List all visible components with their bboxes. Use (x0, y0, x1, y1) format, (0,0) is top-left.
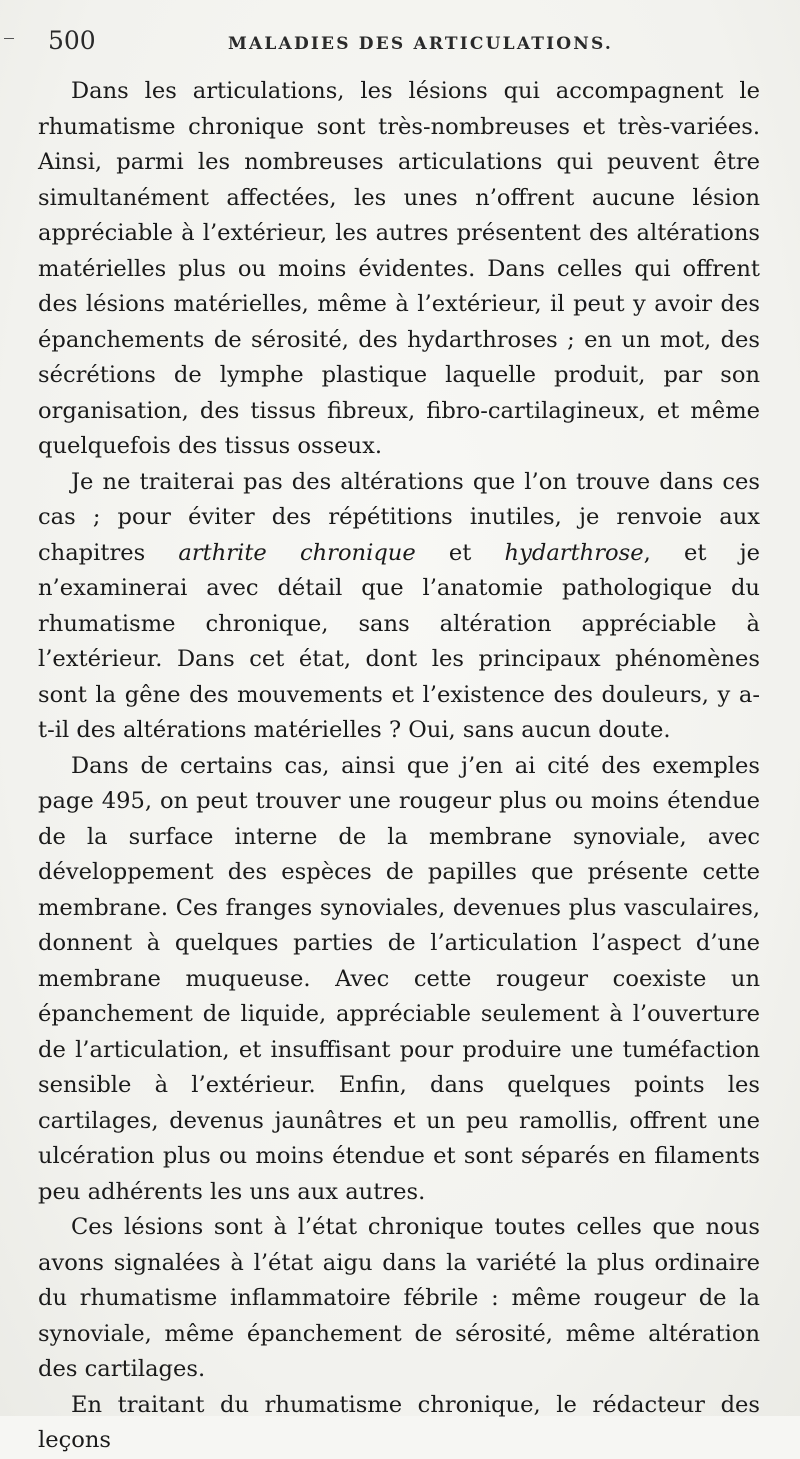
body-text (38, 74, 760, 1459)
running-head: MALADIES DES ARTICULATIONS. (228, 34, 614, 54)
page-number: 500 (48, 26, 96, 55)
page-header (38, 26, 760, 66)
paragraph-2-part-3: , et je n’examinerai avec détail que l’anatomie pathologique du rhumatisme chronique, sans altération appréciable à l’extérieur. Dans cet état, dont les principaux phénomènes sont la gêne des mouvements et l’existence des douleurs, y a-t-il des altérations matérielles ? Oui, sans aucun doute. (38, 539, 760, 743)
margin-mark (4, 38, 14, 39)
paragraph-1: Dans les articulations, les lésions qui accompagnent le rhumatisme chronique sont très-nombreuses et très-variées. Ainsi, parmi les nombreuses articulations qui peuvent être simultanément affectées, les unes n’offrent aucune lésion appréciable à l’extérieur, les autres présentent des altérations matérielles plus ou moins évidentes. Dans celles qui offrent des lésions matérielles, même à l’extérieur, il peut y avoir des épanchements de sérosité, des hydarthroses ; en un mot, des sécrétions de lymphe plastique laquelle produit, par son organisation, des tissus fibreux, fibro-cartilagineux, et même quelquefois des tissus osseux. (38, 78, 760, 459)
paragraph-2-part-2: et (415, 539, 505, 566)
italic-term-arthrite: arthrite chronique (178, 539, 416, 566)
paragraph-5: En traitant du rhumatisme chronique, le rédacteur des leçons (38, 1391, 760, 1453)
paragraph-2 (38, 465, 760, 749)
paragraph-2-part-1: Je ne traiterai pas des altérations que l’on trouve dans ces cas ; pour éviter des répétitions inutiles, je renvoie aux chapitres (38, 468, 760, 566)
italic-term-hydarthrose: hydarthrose (504, 539, 644, 566)
paragraph-3: Dans de certains cas, ainsi que j’en ai cité des exemples page 495, on peut trouver une rougeur plus ou moins étendue de la surface interne de la membrane synoviale, avec développement des espèces de papilles que présente cette membrane. Ces franges synoviales, devenues plus vasculaires, donnent à quelques parties de l’articulation l’aspect d’une membrane muqueuse. Avec cette rougeur coexiste un épanchement de liquide, appréciable seulement à l’ouverture de l’articulation, et insuffisant pour produire une tuméfaction sensible à l’extérieur. Enfin, dans quelques points les cartilages, devenus jaunâtres et un peu ramollis, offrent une ulcération plus ou moins étendue et sont séparés en filaments peu adhérents les uns aux autres. (38, 752, 760, 1205)
paragraph-4: Ces lésions sont à l’état chronique toutes celles que nous avons signalées à l’état aigu dans la variété la plus ordinaire du rhumatisme inflammatoire fébrile : même rougeur de la synoviale, même épanchement de sérosité, même altération des cartilages. (38, 1214, 760, 1382)
